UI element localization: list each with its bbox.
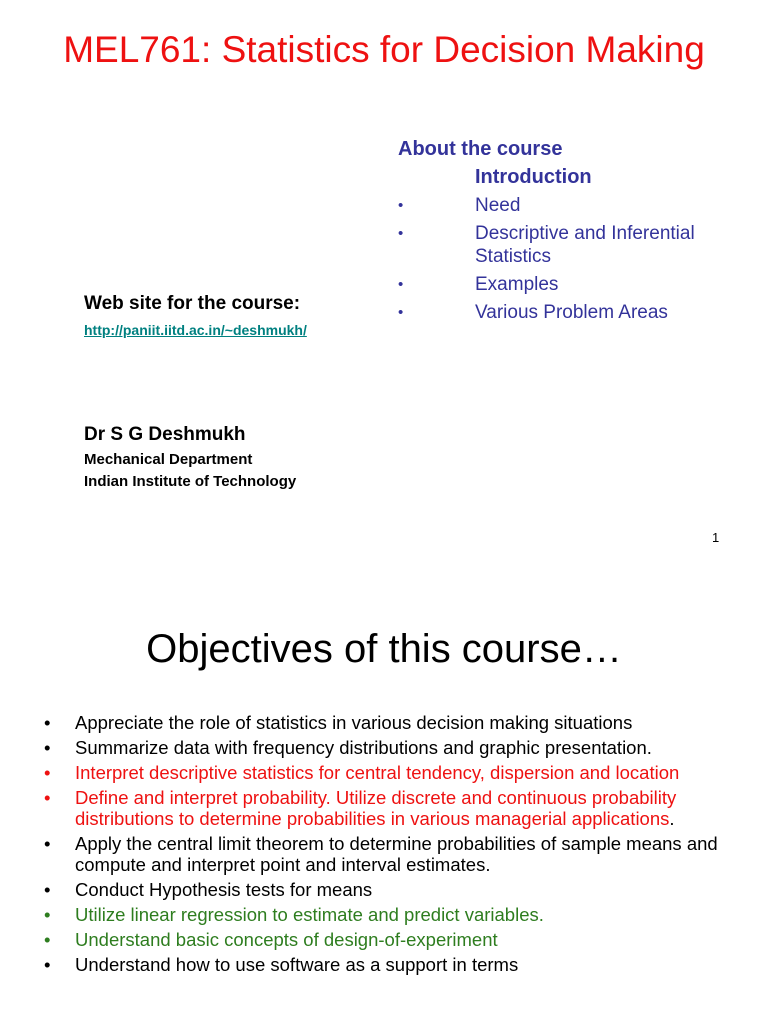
bullet: •	[44, 904, 51, 925]
list-item	[398, 301, 738, 324]
topic-text: Various Problem Areas	[475, 302, 668, 323]
objectives-list	[44, 712, 734, 979]
list-item	[44, 879, 734, 900]
list-item	[398, 194, 738, 217]
list-item	[44, 954, 734, 975]
author-name: Dr S G Deshmukh	[84, 424, 246, 445]
objective-text: Define and interpret probability. Utilize discrete and continuous probability distributions to determine probabilities in various managerial applications	[75, 787, 677, 829]
bullet: •	[398, 197, 404, 214]
bullet: •	[44, 954, 51, 975]
introduction-heading: Introduction	[475, 166, 592, 188]
objective-tail: .	[669, 808, 675, 829]
list-item	[398, 222, 738, 268]
objective-text: Interpret descriptive statistics for central tendency, dispersion and location	[75, 762, 680, 783]
bullet: •	[398, 225, 404, 242]
list-item	[44, 904, 734, 925]
objective-text: Understand how to use software as a support in terms	[75, 954, 519, 975]
bullet: •	[44, 787, 51, 808]
topic-text: Need	[475, 195, 521, 216]
objective-text: Understand basic concepts of design-of-experiment	[75, 929, 498, 950]
list-item	[398, 273, 738, 296]
bullet: •	[398, 304, 404, 321]
list-item	[44, 737, 734, 758]
topic-text: Descriptive and Inferential Statistics	[475, 223, 695, 267]
bullet: •	[44, 833, 51, 854]
department: Mechanical Department	[84, 451, 253, 468]
slide-title: MEL761: Statistics for Decision Making	[63, 29, 705, 70]
bullet: •	[44, 879, 51, 900]
bullet: •	[44, 762, 51, 783]
bullet: •	[398, 276, 404, 293]
objective-text: Appreciate the role of statistics in various decision making situations	[75, 712, 633, 733]
institute: Indian Institute of Technology	[84, 473, 297, 490]
about-course-heading: About the course	[398, 138, 563, 160]
objective-text: Conduct Hypothesis tests for means	[75, 879, 373, 900]
website-label: Web site for the course:	[84, 293, 301, 314]
topic-list	[398, 194, 738, 329]
website-link[interactable]: http://paniit.iitd.ac.in/~deshmukh/	[84, 322, 307, 338]
objective-text: Utilize linear regression to estimate and predict variables.	[75, 904, 544, 925]
list-item	[44, 833, 734, 875]
list-item	[44, 787, 734, 829]
page-number: 1	[712, 530, 720, 545]
bullet: •	[44, 737, 51, 758]
objective-text: Apply the central limit theorem to determine probabilities of sample means and compute and interpret point and interval estimates.	[75, 833, 718, 875]
list-item	[44, 762, 734, 783]
bullet: •	[44, 929, 51, 950]
topic-text: Examples	[475, 274, 559, 295]
bullet: •	[44, 712, 51, 733]
list-item	[44, 712, 734, 733]
objective-text: Summarize data with frequency distributions and graphic presentation.	[75, 737, 652, 758]
slide-2	[0, 600, 768, 1024]
list-item	[44, 929, 734, 950]
slide-title: Objectives of this course…	[146, 627, 622, 671]
